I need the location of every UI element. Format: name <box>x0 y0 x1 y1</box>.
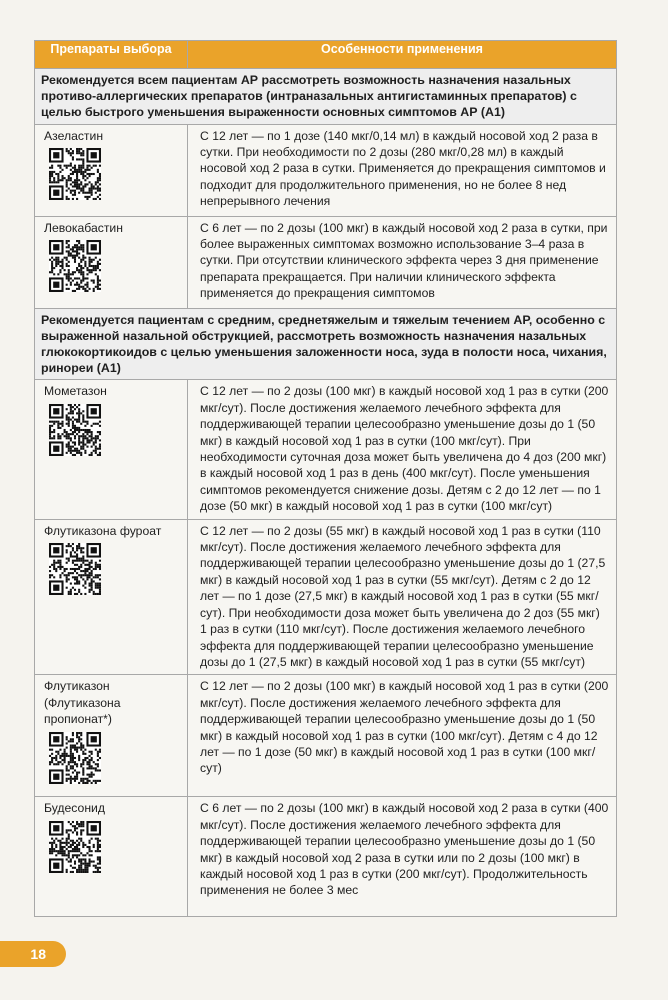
drug-cell <box>35 216 188 308</box>
usage-text: С 12 лет — по 1 дозе (140 мкг/0,14 мл) в каждый носовой ход 2 раза в сутки. При необходимости по 2 дозы (280 мкг/0,28 мл) в каждый носовой ход 2 раза в сутки. Применяется до прекращения симптомов и подходит для продолжительного применения, но не более 8 нед непрерывного лечения <box>188 124 617 216</box>
qr-code-icon[interactable] <box>49 404 101 456</box>
recommendation-text: Рекомендуется всем пациентам АР рассмотреть возможность назначения назальных противо-аллергических препаратов (интраназальных антигистаминных препаратов) с целью быстрого уменьшения выраженности основных симптомов АР (A1) <box>35 69 617 125</box>
table-row <box>35 675 617 797</box>
drug-name: Флутиказон (Флутиказона пропионат*) <box>44 679 121 727</box>
drug-cell <box>35 797 188 917</box>
page-number: 18 <box>0 941 66 967</box>
qr-code-icon[interactable] <box>49 240 101 292</box>
section-row <box>35 69 617 125</box>
qr-code-icon[interactable] <box>49 148 101 200</box>
table-header-row <box>35 41 617 69</box>
section-row <box>35 308 617 380</box>
drug-name: Будесонид <box>44 801 105 816</box>
usage-text: С 12 лет — по 2 дозы (100 мкг) в каждый носовой ход 1 раз в сутки (200 мкг/сут). После достижения желаемого лечебного эффекта для поддерживающей терапии целесообразно уменьшение дозы до 1 (50 мкг) в каждый носовой ход 1 раз в сутки (100 мкг/сут). При необходимости суточная доза может быть увеличена до 4 доз (200 мкг) в каждый носовой ход 1 раз в день (400 мкг/сут). После уменьшения симптомов рекомендуется снижение дозы. Детям с 2 до 12 лет — по 1 дозе (50 мкг) в каждый носовой ход 1 раз в сутки (100 мкг/сут) <box>188 380 617 519</box>
drug-name: Азеластин <box>44 128 104 143</box>
usage-text: С 6 лет — по 2 дозы (100 мкг) в каждый носовой ход 2 раза в сутки, при более выраженных симптомах возможно использование 3–4 раза в сутки. При отсутствии клинического эффекта через 3 дня применение препарата прекращается. При наличии клинического эффекта применяется до прекращения симптомов <box>188 216 617 308</box>
drug-cell <box>35 124 188 216</box>
drug-cell <box>35 675 188 797</box>
drug-name: Мометазон <box>44 384 107 399</box>
drug-cell <box>35 380 188 519</box>
usage-text: С 12 лет — по 2 дозы (100 мкг) в каждый носовой ход 1 раз в сутки (200 мкг/сут). После достижения желаемого лечебного эффекта для поддерживающей терапии целесообразно уменьшение дозы до 1 (50 мкг) в каждый носовой ход 1 раз в сутки (100 мкг/сут). Детям с 4 до 12 лет — по 1 дозе (50 мкг) в каждый носовой ход 1 раз в сутки (100 мкг/сут) <box>188 675 617 797</box>
table-row <box>35 797 617 917</box>
drug-name: Левокабастин <box>44 220 123 235</box>
qr-code-icon[interactable] <box>49 543 101 595</box>
drug-table <box>34 40 617 917</box>
column-header-drugs: Препараты выбора <box>35 41 188 69</box>
table-row <box>35 519 617 675</box>
page <box>34 40 616 917</box>
column-header-usage: Особенности применения <box>188 41 617 69</box>
drug-name: Флутиказона фуроат <box>44 523 162 538</box>
qr-code-icon[interactable] <box>49 821 101 873</box>
table-row <box>35 380 617 519</box>
table-row <box>35 124 617 216</box>
table-row <box>35 216 617 308</box>
recommendation-text: Рекомендуется пациентам с средним, среднетяжелым и тяжелым течением АР, особенно с выраженной назальной обструкцией, рассмотреть возможность назначения назальных глюкокортикоидов с целью уменьшения заложенности носа, зуда в полости носа, чихания, ринореи (A1) <box>35 308 617 380</box>
qr-code-icon[interactable] <box>49 732 101 784</box>
usage-text: С 12 лет — по 2 дозы (55 мкг) в каждый носовой ход 1 раз в сутки (110 мкг/сут). После достижения желаемого лечебного эффекта для поддерживающей терапии целесообразно уменьшение дозы до 1 (27,5 мкг) в каждый носовой ход 1 раз в сутки (55 мкг/сут). Детям с 2 до 12 лет — по 1 дозе (27,5 мкг) в каждый носовой ход 1 раз в сутки (55 мкг/сут). При необходимости доза может быть увеличена до 2 доз (55 мкг) 1 раз в сутки (110 мкг/сут). После достижения желаемого лечебного эффекта для поддерживающей терапии целесообразно уменьшение дозы до 1 (27,5 мкг) в каждый носовой ход 1 раз в сутки (55 мкг/сут) <box>188 519 617 675</box>
usage-text: С 6 лет — по 2 дозы (100 мкг) в каждый носовой ход 2 раза в сутки (400 мкг/сут). После достижения желаемого лечебного эффекта для поддерживающей терапии целесообразно уменьшение дозы до 1 (50 мкг) в каждый носовой ход 2 раза в сутки или по 2 дозы (100 мкг) в каждый носовой ход 1 раз в сутки (200 мкг/сут). Продолжительность применения не более 3 мес <box>188 797 617 917</box>
drug-cell <box>35 519 188 675</box>
